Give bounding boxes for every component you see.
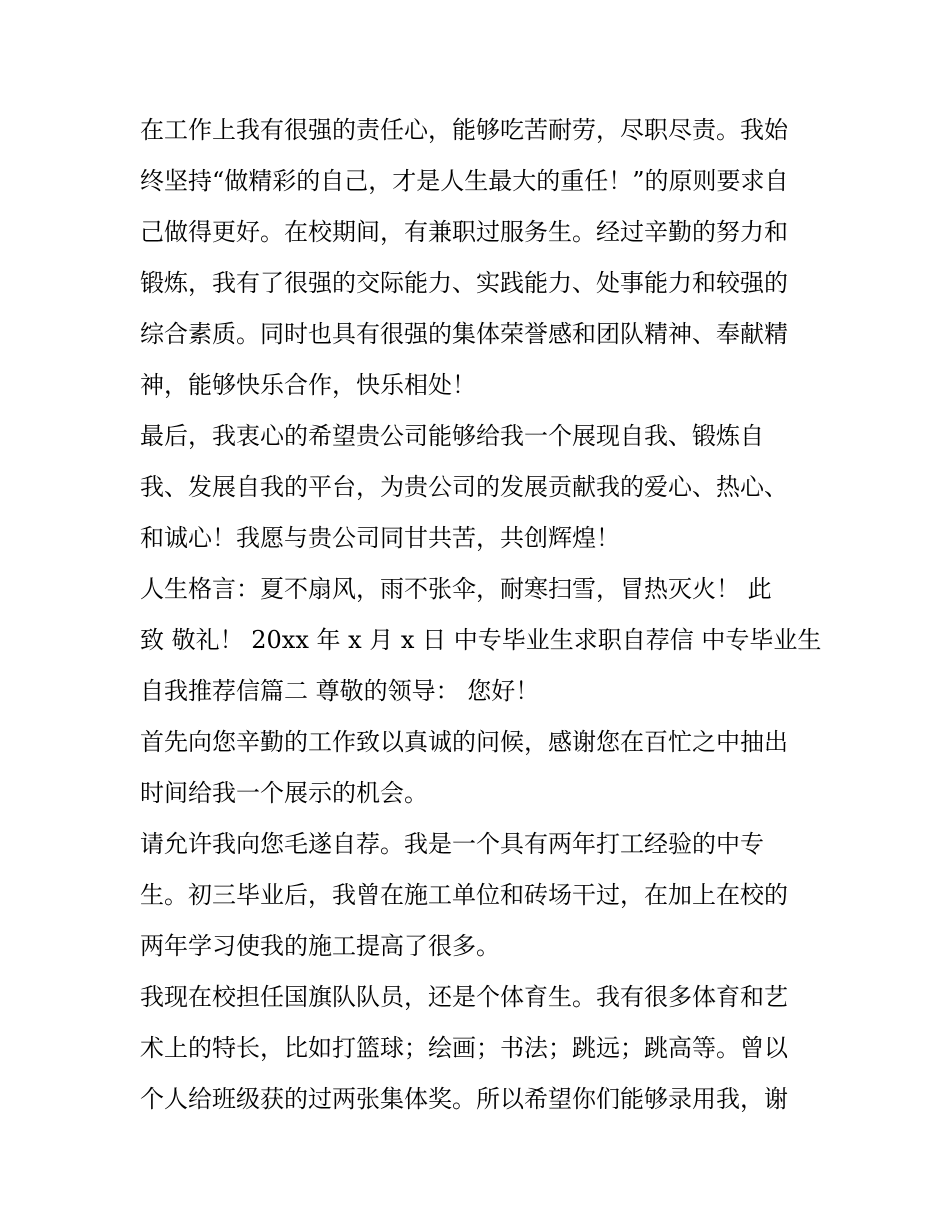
text-line: 请允许我向您毛遂自荐。我是一个具有两年打工经验的中专 (140, 830, 764, 858)
text-line: 在工作上我有很强的责任心，能够吃苦耐劳，尽职尽责。我始 (140, 116, 788, 144)
document-body (140, 105, 822, 1125)
text-line: 自我推荐信篇二 尊敬的领导： 您好！ (140, 677, 540, 705)
text-line: 生。初三毕业后，我曾在施工单位和砖场干过，在加上在校的 (140, 881, 788, 909)
text-line: 锻炼，我有了很强的交际能力、实践能力、处事能力和较强的 (140, 269, 788, 297)
text-line: 两年学习使我的施工提高了很多。 (140, 932, 500, 960)
text-line: 首先向您辛勤的工作致以真诚的问候，感谢您在百忙之中抽出 (140, 728, 788, 756)
text-line: 术上的特长，比如打篮球；绘画；书法；跳远；跳高等。曾以 (140, 1034, 788, 1062)
text-line: 我、发展自我的平台，为贵公司的发展贡献我的爱心、热心、 (140, 473, 788, 501)
text-line: 终坚持“做精彩的自己，才是人生最大的重任！”的原则要求自 (140, 167, 789, 195)
text-line: 综合素质。同时也具有很强的集体荣誉感和团队精神、奉献精 (140, 320, 788, 348)
text-line: 个人给班级获的过两张集体奖。所以希望你们能够录用我，谢 (140, 1085, 788, 1113)
text-line: 己做得更好。在校期间，有兼职过服务生。经过辛勤的努力和 (140, 218, 788, 246)
text-line: 致 敬礼！ 20xx 年 x 月 x 日 中专毕业生求职自荐信 中专毕业生 (140, 626, 822, 654)
text-line: 时间给我一个展示的机会。 (140, 779, 428, 807)
text-line: 最后，我衷心的希望贵公司能够给我一个展现自我、锻炼自 (140, 422, 764, 450)
text-line: 我现在校担任国旗队队员，还是个体育生。我有很多体育和艺 (140, 983, 788, 1011)
text-line: 神，能够快乐合作，快乐相处！ (140, 371, 476, 399)
text-line: 人生格言：夏不扇风，雨不张伞，耐寒扫雪，冒热灭火！ 此 (140, 575, 772, 603)
text-line: 和诚心！我愿与贵公司同甘共苦，共创辉煌！ (140, 524, 620, 552)
